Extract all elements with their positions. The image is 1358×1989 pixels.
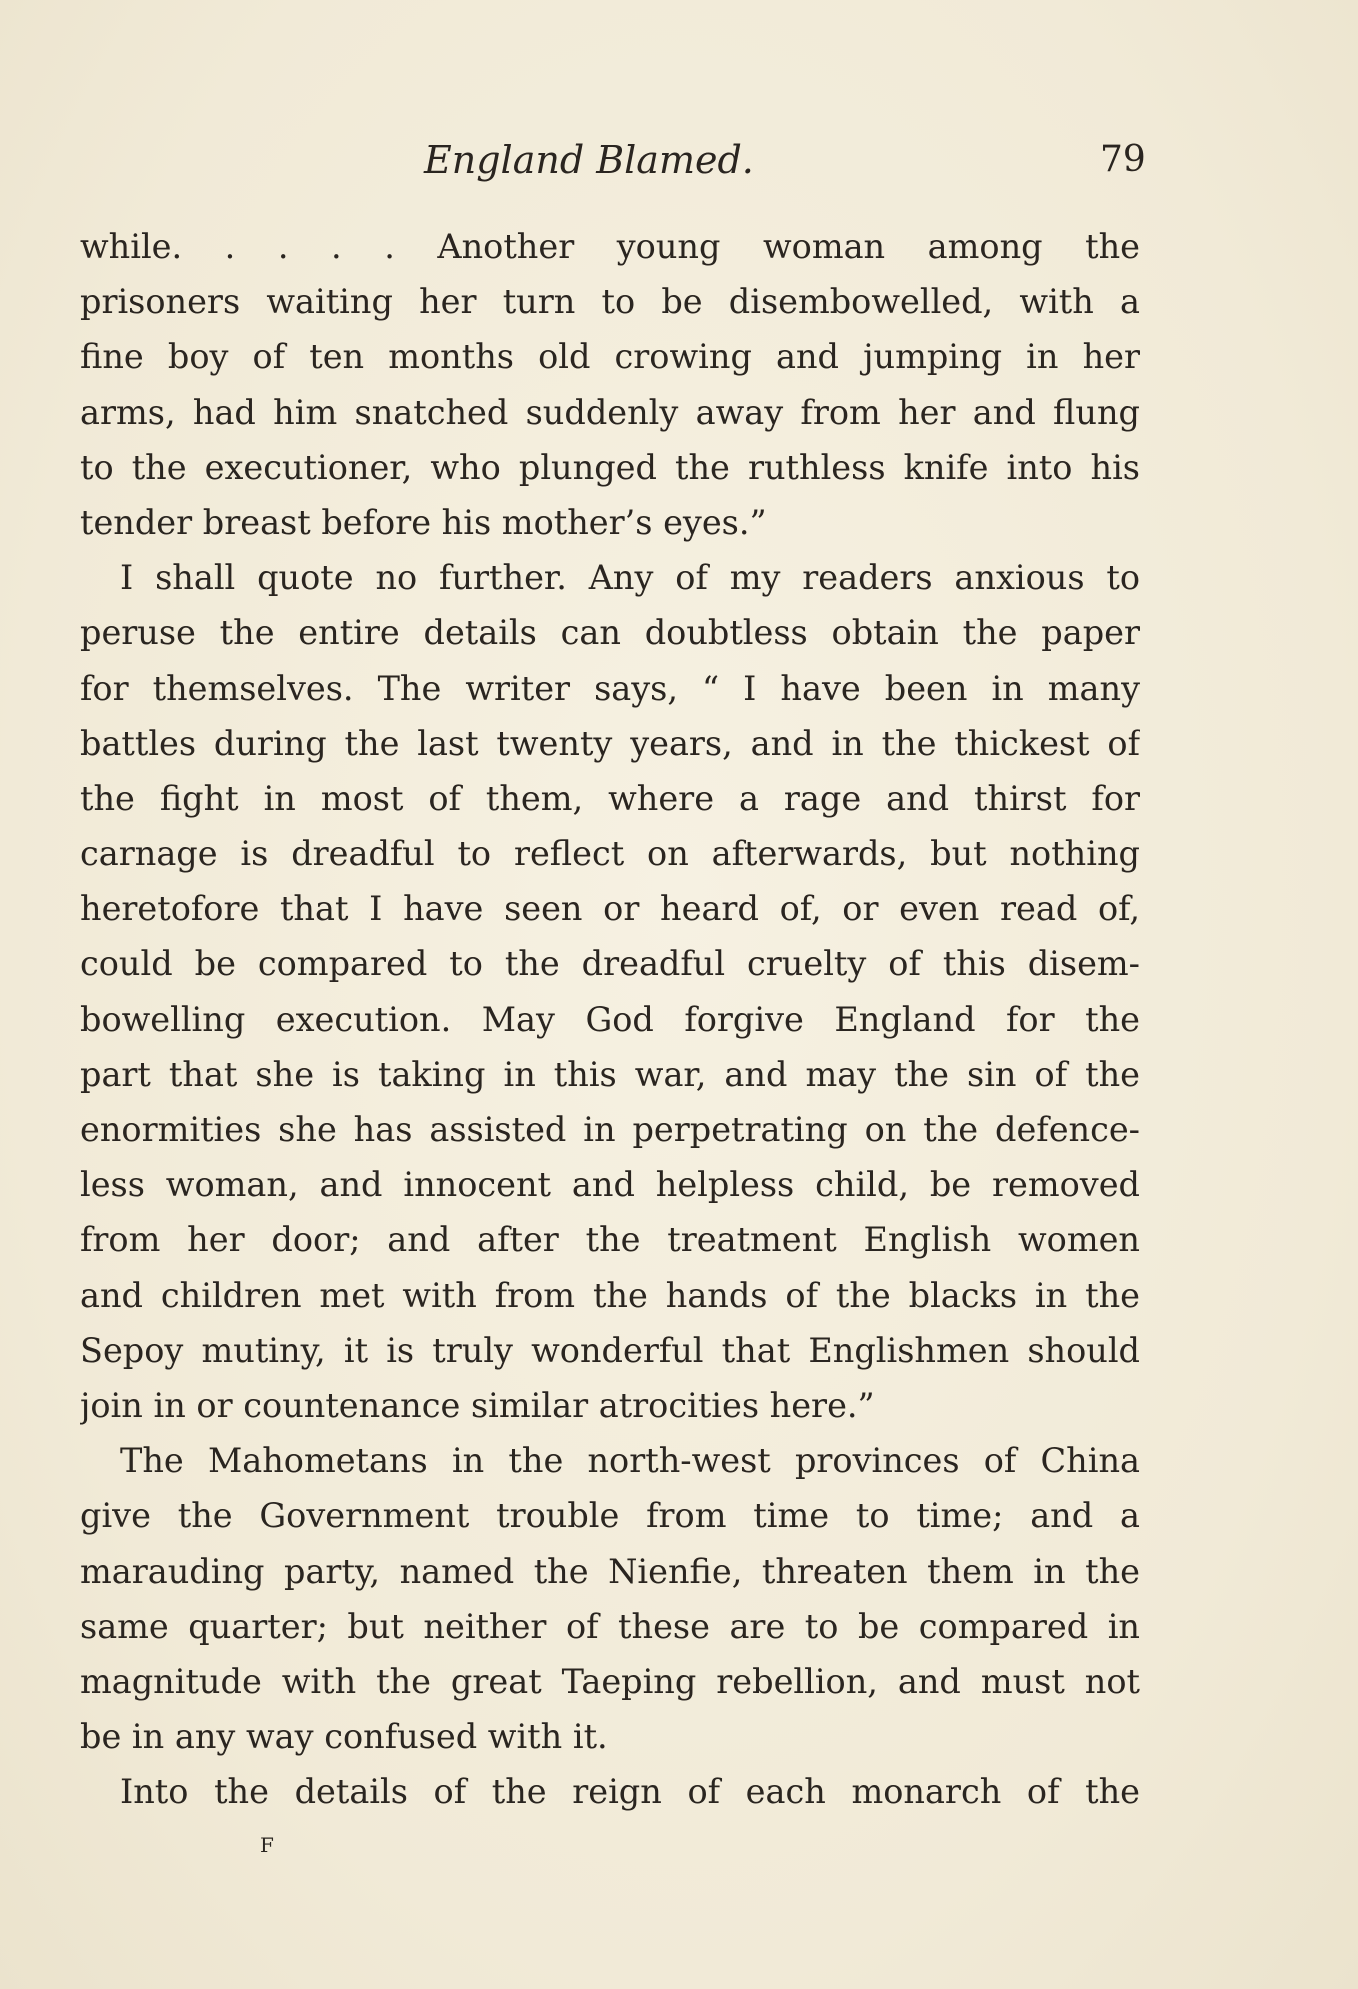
text-line: heretofore that I have seen or heard of, or even read of,: [80, 889, 1140, 929]
page-number: 79: [1100, 139, 1146, 180]
text-line: peruse the entire details can doubtless obtain the paper: [80, 613, 1140, 653]
text-line: The Mahometans in the north-west provinces of China: [120, 1441, 1140, 1481]
text-line: tender breast before his mother’s eyes.”: [80, 502, 767, 542]
running-title: England Blamed.: [424, 138, 754, 182]
text-line: part that she is taking in this war, and may the sin of the: [80, 1054, 1140, 1094]
text-line: bowelling execution. May God forgive England for the: [80, 999, 1140, 1039]
text-line: magnitude with the great Taeping rebellion, and must not: [80, 1661, 1140, 1701]
text-line: the fight in most of them, where a rage and thirst for: [80, 778, 1140, 818]
page-header: [0, 132, 1358, 188]
text-line: and children met with from the hands of the blacks in the: [80, 1275, 1140, 1315]
text-line: enormities she has assisted in perpetrating on the defence-: [80, 1110, 1140, 1149]
text-line: join in or countenance similar atrocities here.”: [80, 1385, 875, 1425]
text-line: Into the details of the reign of each monarch of the: [120, 1772, 1140, 1812]
text-line: marauding party, named the Nienfie, threaten them in the: [80, 1551, 1140, 1591]
text-line: battles during the last twenty years, and in the thickest of: [80, 723, 1140, 763]
text-line: from her door; and after the treatment English women: [80, 1220, 1140, 1260]
text-line: carnage is dreadful to reflect on afterwards, but nothing: [80, 834, 1140, 874]
text-line: Sepoy mutiny, it is truly wonderful that Englishmen should: [80, 1330, 1140, 1370]
text-line: less woman, and innocent and helpless child, be removed: [80, 1165, 1140, 1205]
signature-mark: F: [260, 1833, 274, 1857]
text-line: prisoners waiting her turn to be disembowelled, with a: [80, 282, 1140, 322]
text-line: give the Government trouble from time to time; and a: [80, 1496, 1140, 1536]
text-line: same quarter; but neither of these are to be compared in: [80, 1606, 1140, 1646]
text-line: be in any way confused with it.: [80, 1717, 608, 1757]
text-line: while. . . . . Another young woman among the: [80, 227, 1140, 266]
text-line: arms, had him snatched suddenly away from her and flung: [80, 392, 1140, 432]
body-text: [80, 219, 1140, 1819]
text-line: I shall quote no further. Any of my readers anxious to: [120, 558, 1140, 598]
text-line: for themselves. The writer says, “ I have been in many: [80, 668, 1140, 708]
text-line: fine boy of ten months old crowing and jumping in her: [80, 337, 1140, 377]
text-line: to the executioner, who plunged the ruthless knife into his: [80, 447, 1140, 487]
text-line: could be compared to the dreadful cruelty of this disem-: [80, 944, 1140, 984]
